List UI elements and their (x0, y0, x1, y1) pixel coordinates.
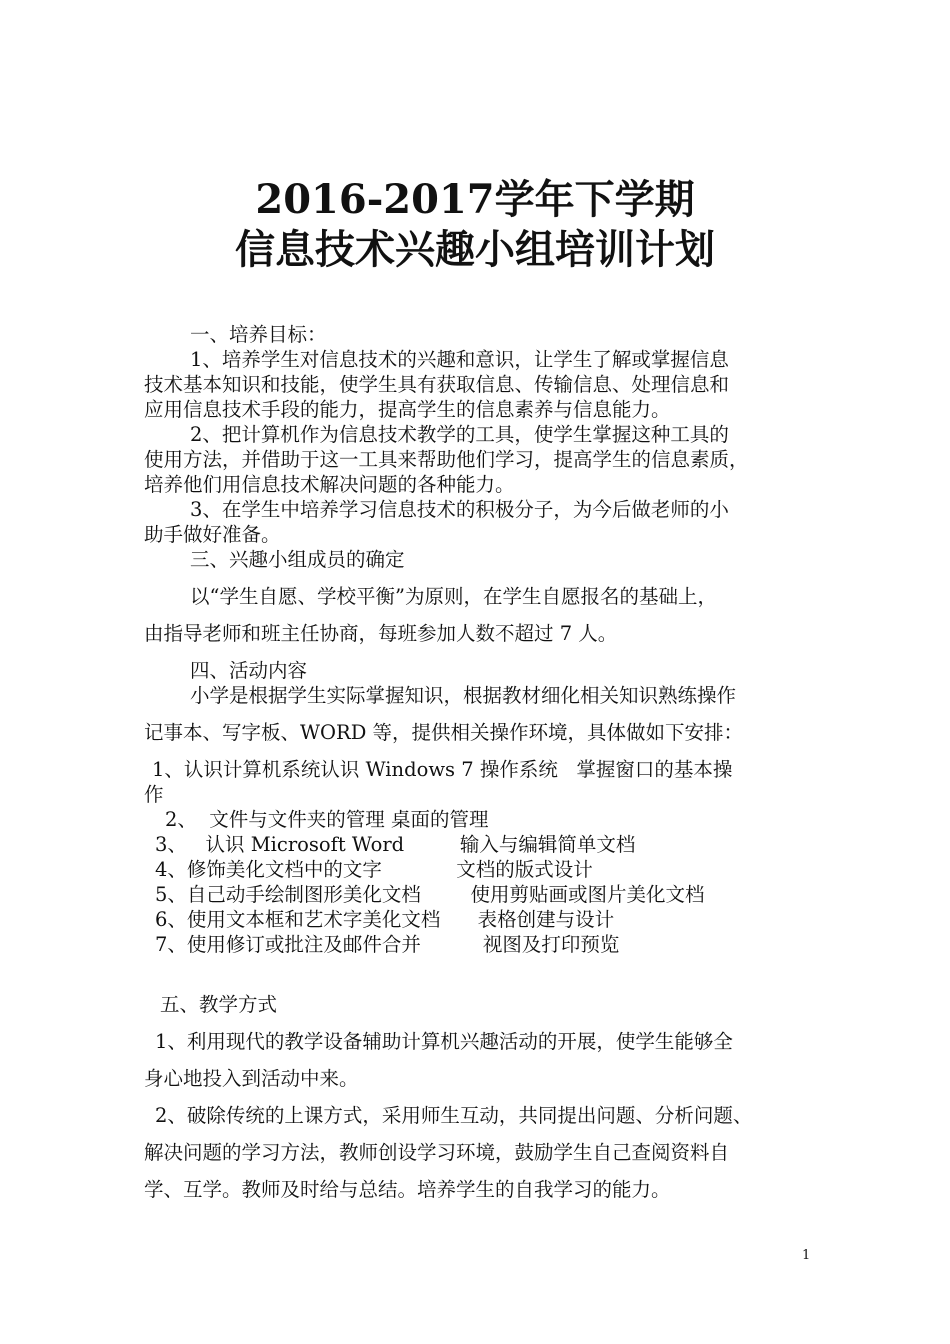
schedule-item: 3、 认识 Microsoft Word 输入与编辑简单文档 (155, 833, 636, 856)
paragraph-line: 2、破除传统的上课方式，采用师生互动，共同提出问题、分析问题、 (155, 1104, 753, 1127)
schedule-item-continued: 作 (144, 783, 164, 806)
document-title-main: 信息技术兴趣小组培训计划 (235, 226, 715, 273)
paragraph-line: 由指导老师和班主任协商，每班参加人数不超过 7 人。 (144, 622, 618, 645)
paragraph-line: 以“学生自愿、学校平衡”为原则，在学生自愿报名的基础上， (190, 585, 717, 608)
paragraph-line: 技术基本知识和技能，使学生具有获取信息、传输信息、处理信息和 (144, 373, 730, 396)
schedule-item: 6、使用文本框和艺术字美化文档 表格创建与设计 (155, 908, 615, 931)
page-number: 1 (802, 1248, 811, 1263)
paragraph-line: 使用方法，并借助于这一工具来帮助他们学习，提高学生的信息素质， (144, 448, 749, 471)
paragraph-line: 助手做好准备。 (144, 523, 281, 546)
schedule-item: 7、使用修订或批注及邮件合并 视图及打印预览 (155, 933, 620, 956)
paragraph-line: 解决问题的学习方法，教师创设学习环境，鼓励学生自己查阅资料自 (144, 1141, 730, 1164)
paragraph-line: 身心地投入到活动中来。 (144, 1067, 359, 1090)
schedule-item: 1、认识计算机系统认识 Windows 7 操作系统 掌握窗口的基本操 (152, 758, 733, 781)
paragraph-line: 记事本、写字板、WORD 等，提供相关操作环境，具体做如下安排： (144, 721, 744, 744)
paragraph-line: 小学是根据学生实际掌握知识，根据教材细化相关知识熟练操作 (190, 684, 737, 707)
schedule-item: 2、 文件与文件夹的管理 桌面的管理 (165, 808, 489, 831)
heading-teaching-methods: 五、教学方式 (160, 993, 278, 1016)
paragraph-line: 1、培养学生对信息技术的兴趣和意识，让学生了解或掌握信息 (190, 348, 729, 371)
paragraph-line: 1、利用现代的教学设备辅助计算机兴趣活动的开展，使学生能够全 (155, 1030, 733, 1053)
document-title-year: 2016-2017学年下学期 (255, 176, 695, 223)
paragraph-line: 学、互学。教师及时给与总结。培养学生的自我学习的能力。 (144, 1178, 671, 1201)
schedule-item: 4、修饰美化文档中的文字 文档的版式设计 (155, 858, 593, 881)
schedule-item: 5、自己动手绘制图形美化文档 使用剪贴画或图片美化文档 (155, 883, 705, 906)
paragraph-line: 2、把计算机作为信息技术教学的工具，使学生掌握这种工具的 (190, 423, 729, 446)
paragraph-line: 3、在学生中培养学习信息技术的积极分子，为今后做老师的小 (190, 498, 729, 521)
heading-members: 三、兴趣小组成员的确定 (190, 548, 405, 571)
heading-activities: 四、活动内容 (190, 659, 308, 682)
heading-goals: 一、培养目标： (190, 323, 327, 346)
paragraph-line: 培养他们用信息技术解决问题的各种能力。 (144, 473, 515, 496)
paragraph-line: 应用信息技术手段的能力，提高学生的信息素养与信息能力。 (144, 398, 671, 421)
